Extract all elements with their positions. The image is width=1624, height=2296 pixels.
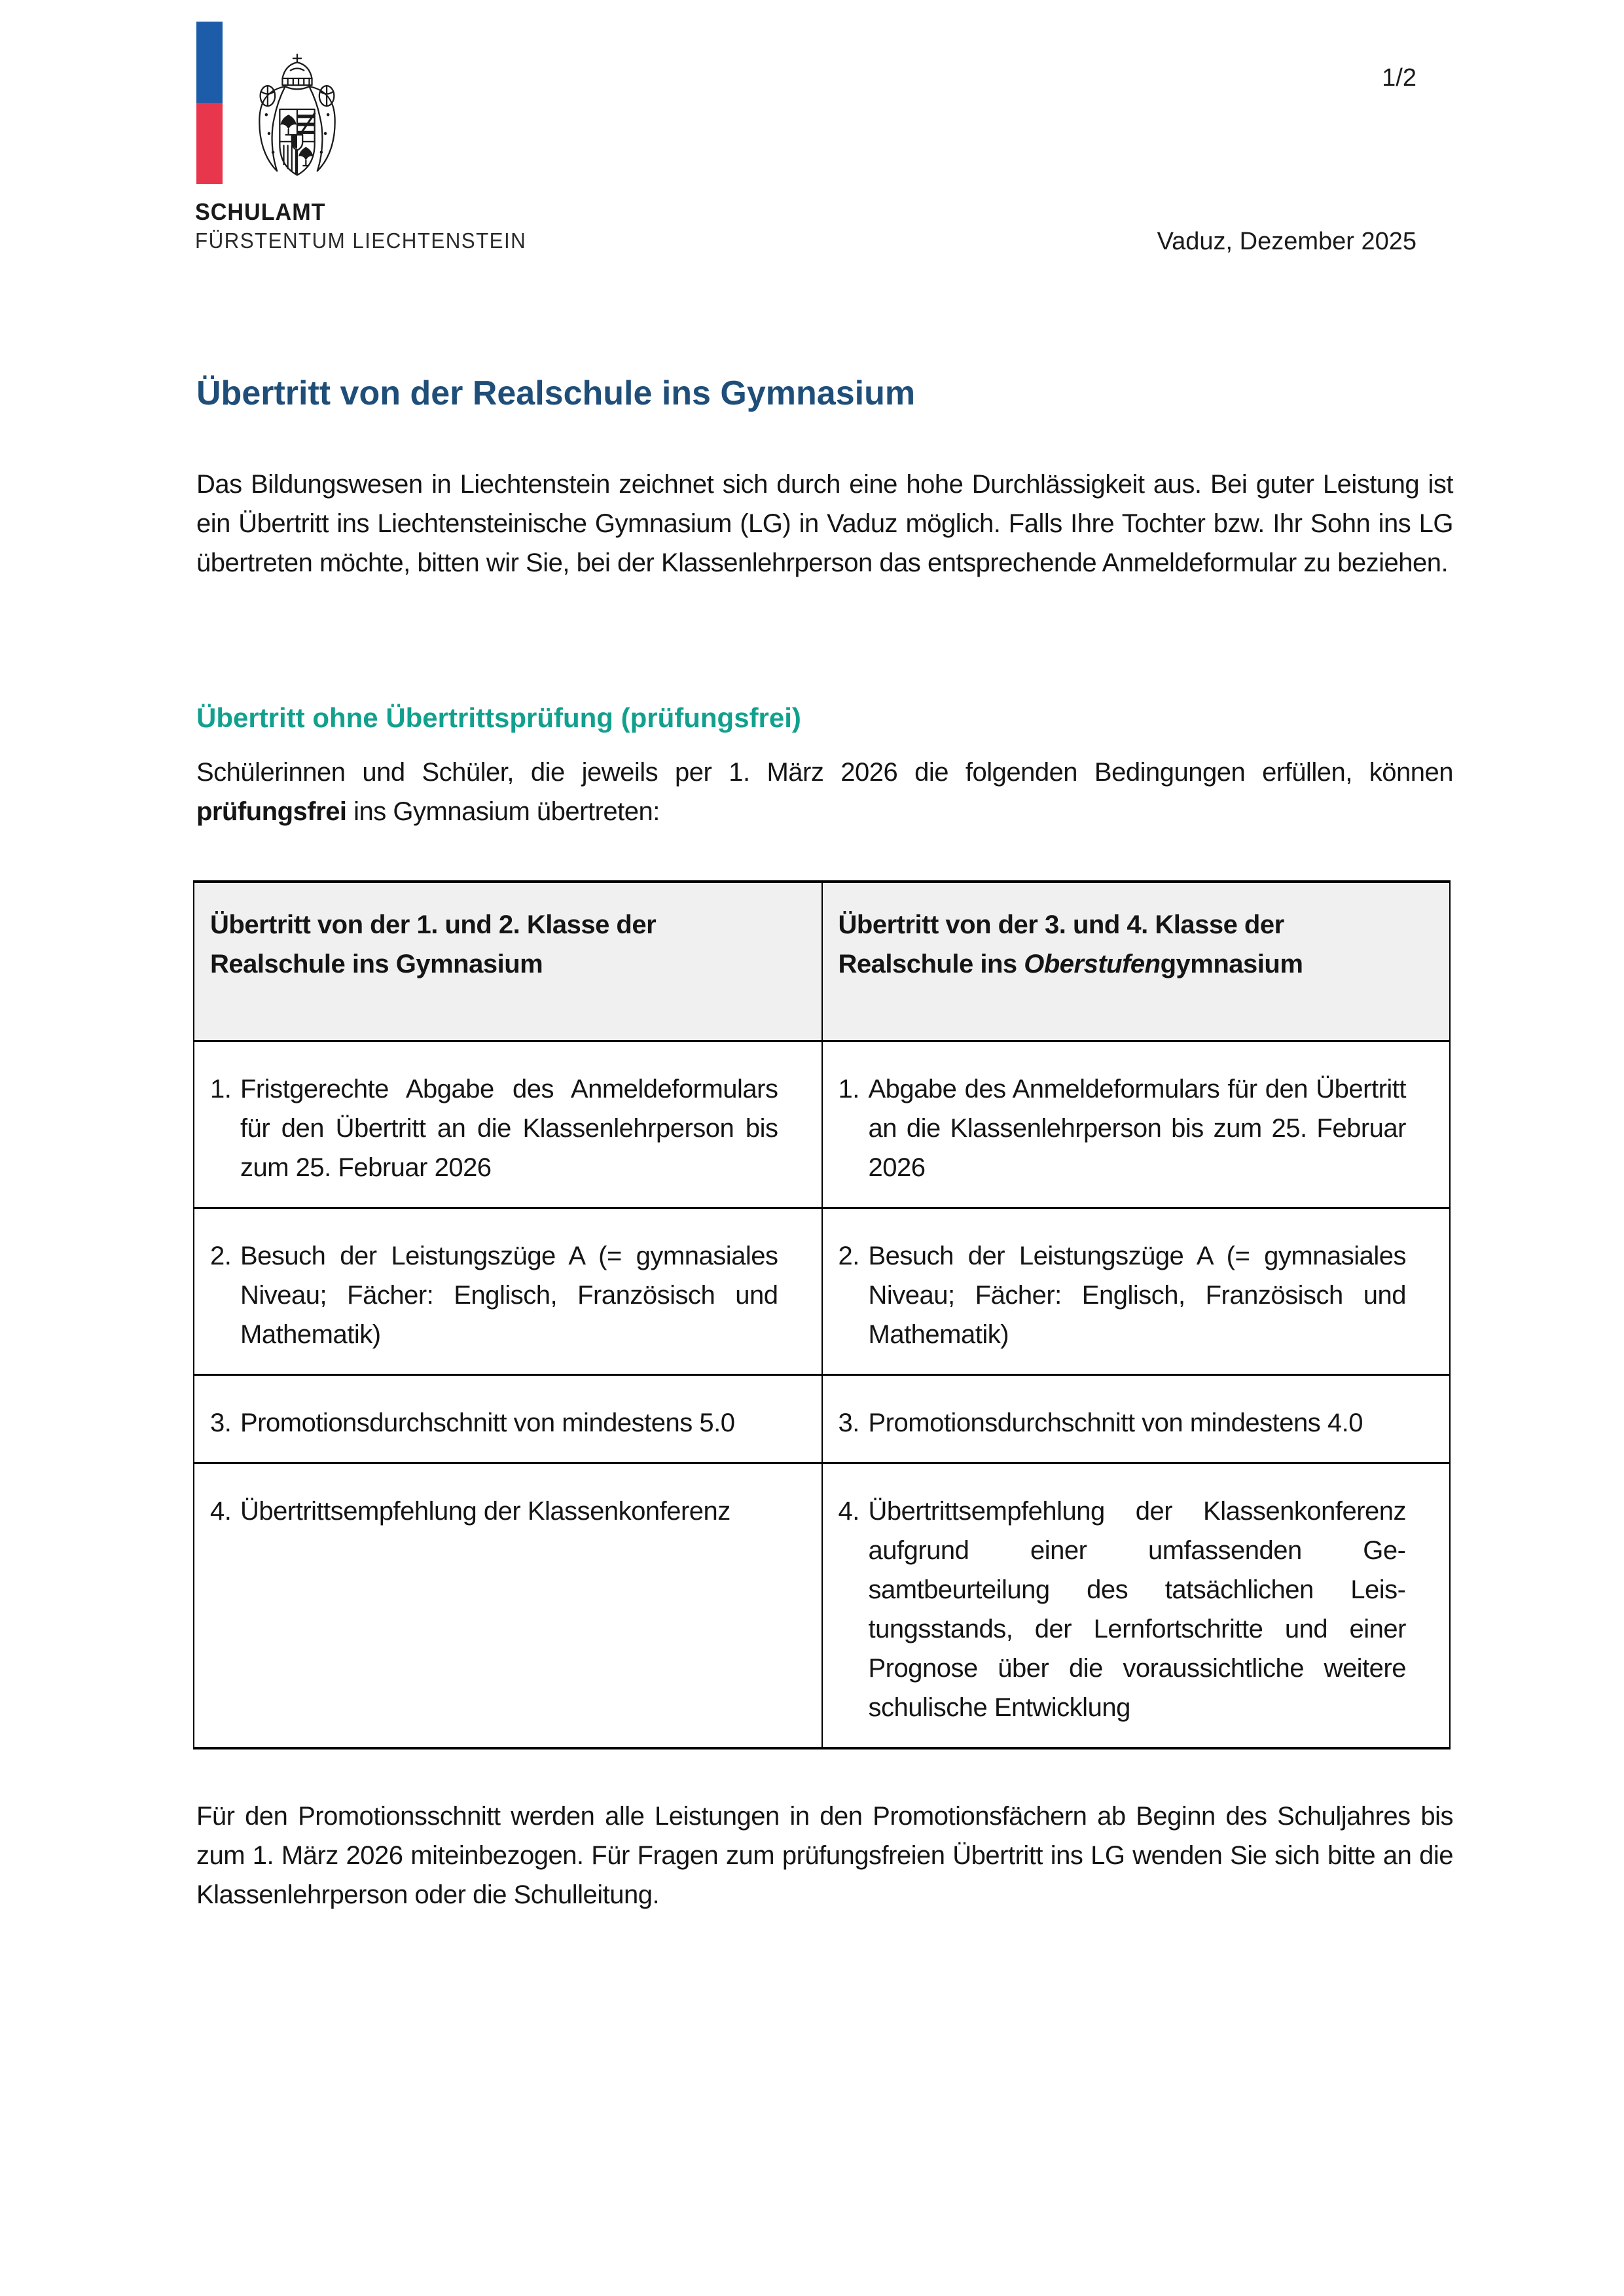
table-row (194, 1375, 1450, 1463)
table-cell (194, 1208, 822, 1375)
conditions-intro-after: ins Gymnasium übertreten: (346, 797, 660, 826)
org-name-line2: FÜRSTENTUM LIECHTENSTEIN (195, 228, 527, 253)
intro-paragraph: Das Bildungswesen in Liechtenstein zeichnet sich durch eine hohe Durchlässigkeit aus. Bei guter Leistung ist ein Übertritt ins Liechtensteinische Gymnasium (LG) in Vaduz möglich. Falls Ihre Tochter bzw. Ihr Sohn ins LG übertreten möchte, bitten wir Sie, bei der Klassenlehrperson das entsprechende Anmeldeformular zu beziehen. (196, 470, 1453, 577)
table-cell (194, 1375, 822, 1463)
table-cell (822, 1041, 1451, 1208)
date-line: Vaduz, Dezember 2025 (1157, 228, 1416, 255)
closing-paragraph: Für den Promotionsschnitt werden alle Leistungen in den Promotionsfächern ab Beginn des Schuljahres bis zum 1. März 2026 miteinbezogen. Für Fragen zum prüfungsfreien Übertritt ins LG wenden Sie sich bitte an die Klassenlehrperson oder die Schulleitung. (196, 1802, 1453, 1909)
conditions-intro-before: Schülerinnen und Schüler, die jeweils per 1. März 2026 die folgenden Bedingungen erfüllen, können (196, 758, 1453, 787)
table-header-cell-left (194, 882, 822, 1041)
row-number: 4. (210, 1497, 232, 1526)
row-number: 1. (838, 1075, 859, 1103)
table-cell (822, 1463, 1451, 1749)
row-number: 3. (210, 1408, 232, 1437)
conditions-table (193, 880, 1451, 1749)
table-row (194, 1208, 1450, 1375)
logo-bar-blue (196, 22, 223, 103)
cell-text: Fristgerechte Abgabe des Anmeldeformulars für den Übertritt an die Klassenlehrperson bis zum 25. Februar 2026 (240, 1075, 778, 1182)
table-cell (822, 1375, 1451, 1463)
row-number: 1. (210, 1075, 232, 1103)
row-number: 2. (210, 1242, 232, 1270)
logo-bar-red (196, 103, 223, 184)
table-header-right-italic: Oberstufen (1024, 950, 1161, 978)
table-header-right-text (839, 905, 1407, 984)
conditions-intro-bold: prüfungsfrei (196, 797, 347, 826)
table-cell (194, 1041, 822, 1208)
table-header-cell-right (822, 882, 1451, 1041)
table-header-row (194, 882, 1450, 1041)
cell-text: Übertrittsempfehlung der Klassenkonferenz aufgrund einer umfassenden Gesamtbeurteilung des tatsächlichen Leistungsstands, der Lernfortschritte und einer Prognose über die voraussichtliche weitere schulische Entwicklung (868, 1497, 1406, 1722)
table-row (194, 1463, 1450, 1749)
cell-text: Promotionsdurchschnitt von mindestens 4.0 (868, 1408, 1363, 1437)
table-header-left-text: Übertritt von der 1. und 2. Klasse der Realschule ins Gymnasium (210, 910, 657, 978)
cell-text: Besuch der Leistungszüge A (= gymnasiales Niveau; Fächer: Englisch, Französisch und Mathematik) (868, 1242, 1406, 1349)
cell-text: Übertrittsempfehlung der Klassenkonferenz (240, 1497, 731, 1526)
cell-text: Besuch der Leistungszüge A (= gymnasiales Niveau; Fächer: Englisch, Französisch und Mathematik) (240, 1242, 778, 1349)
row-number: 2. (838, 1242, 859, 1270)
cell-text: Promotionsdurchschnitt von mindestens 5.0 (240, 1408, 735, 1437)
table-cell (194, 1463, 822, 1749)
section-heading: Übertritt ohne Übertrittsprüfung (prüfungsfrei) (196, 702, 801, 733)
document-title: Übertritt von der Realschule ins Gymnasium (196, 374, 916, 412)
row-number: 3. (838, 1408, 859, 1437)
coat-of-arms-icon (244, 52, 351, 191)
conditions-intro-paragraph (196, 753, 1453, 831)
table-cell (822, 1208, 1451, 1375)
table-header-right-suffix: gymnasium (1160, 950, 1303, 978)
org-name-line1: SCHULAMT (195, 198, 326, 225)
logo-flag-bar (196, 22, 223, 184)
table-row (194, 1041, 1450, 1208)
row-number: 4. (838, 1497, 859, 1526)
table-header-right-prefix: Übertritt von der 3. und 4. Klasse der Realschule ins (838, 910, 1284, 978)
cell-text: Abgabe des Anmeldeformulars für den Übertritt an die Klassenlehrperson bis zum 25. Februar 2026 (868, 1075, 1406, 1182)
page-number: 1/2 (1382, 64, 1416, 92)
